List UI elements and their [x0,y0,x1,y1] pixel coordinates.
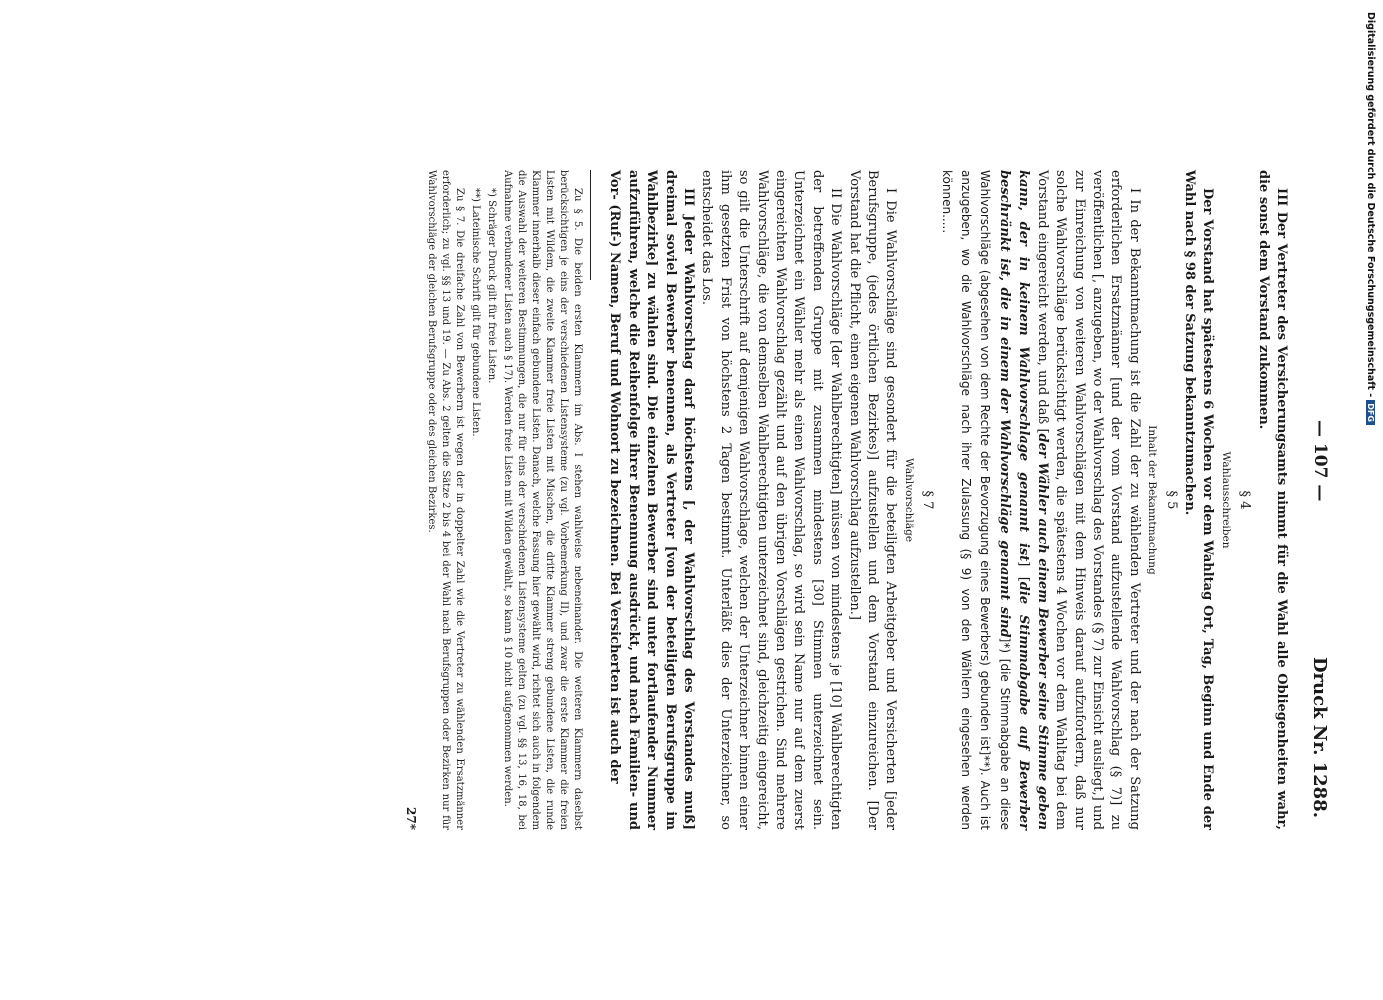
print-number: Druck Nr. 1288. [1309,656,1330,818]
section-5-text-a: I In der Bekanntmachung ist die Zahl der zu wählenden Vertreter und der nach der Satzung erforderlichen Ersatzmänner [und der vom Vorstand aufzustellende Wahlvorschlag (§ 7)] zu veröffentlichen [, anzugeben, wo der Wahlvorschlag des Vorstandes (§ 7) zur Einsicht ausliegt,] und zur Einreichung von weiteren Wahlvorschlägen mit dem Hinweis darauf aufzufordern, daß nur solche Wahlvorschläge berücksichtigt werden, die spätestens 4 Wochen vor dem Wahltag bei dem Vorstand eingereicht werden, und daß [ [1034,170,1142,830]
footnote-s5: Zu § 5. Die beiden ersten Klammern im Abs. I stehen wahlweise nebeneinander. Die weiteren Klammern daselbst berücksichtigen je eins der verschiedenen Listensysteme (zu vgl. Vorbemerkung II), und zwar die erste Klammer die freien Listen mit Wildem, die zweite Klammer freie Listen mit Mischen, die dritte Klammer streng gebundene Listen, die runde Klammer innerhalb dieser einfach gebundene Listen. Danach, welche Fassung hier gewählt wird, richtet sich auch in folgendem die Auswahl der weiteren Bestimmungen, die nur für eins der verschiedenen Listensysteme gelten (zu vgl. §§ 13, 16, 18, bei Aufnahme verbundener Listen auch § 17). Werden freie Listen mit Wilden gewählt, so kann § 10 nicht aufgenommen werden. [501,170,583,830]
page-number: — 107 — [1310,420,1330,502]
intro-paragraph: III Der Vertreter des Versicherungsamts nimmt für die Wahl alle Obliegenheiten wahr, die sonst dem Vorstand zukommen. [1255,170,1289,830]
document-page [175,170,1330,830]
section-5-text-e: ]*) [die Stimmabgabe an diese Wahlvorschläge (abgesehen von dem Rechte der Bevorzugung eines Bewerbers) gebunden ist]**). Auch ist anzugeben, wo die Wahlvorschläge nach ihrer Zulassung (§ 9) von den Wählern eingesehen werden können..... [939,170,1012,831]
section-5-free-lists: der Wähler auch einem Bewerber seine Stimme geben kann, der in keinem Wahlvorschlage genannt ist [1016,170,1050,830]
signature-mark: 27* [403,807,418,830]
digitization-text: Digitalisierung gefördert durch die Deutsche Forschungsgemeinschaft - [1365,12,1376,398]
section-7-title: Wahlvorschläge [902,457,915,543]
section-4-text: Der Vorstand hat spätestens 6 Wochen vor dem Wahltag Ort, Tag, Beginn und Ende der Wahl nach § 98 der Satzung bekanntzumachen. [1181,170,1216,830]
section-5-restricted: die Stimmabgabe auf Bewerber beschränkt ist, die in einem der Wahlvorschläge genannt sind [996,170,1032,831]
section-7-para-3: III Jeder Wahlvorschlag darf höchstens [, der Wahlvorschlag des Vorstandes muß] dreimal soviel Bewerber benennen, als Vertreter [von der beteiligten Berufsgruppe im Wahlbezirke] zu wählen sind. Die einzelnen Bewerber sind unter fortlaufender Nummer aufzuführen, welche die Reihenfolge ihrer Benennung ausdrückt, und nach Familien- und Vor- (Ruf-) Namen, Beruf und Wohnort zu bezeichnen. Bei Versicherten ist auch der [607,170,696,830]
footnote-double-star: **) Lateinische Schrift gilt für gebundene Listen. [469,188,481,437]
footnotes [424,170,584,830]
digitization-note [1360,12,1376,422]
section-5-title: Inhalt der Bekanntmachung [1146,425,1159,575]
section-5-number: § 5 [1163,490,1179,510]
document-body [402,170,1290,830]
section-4-title: Wahlausschreiben [1219,451,1232,549]
section-7-para-1: I Die Wahlvorschläge sind gesondert für die beteiligten Arbeitgeber und Versicherten [jeder Berufsgruppe, (jedes örtlichen Bezirkes)] aufzustellen und dem Vorstand einzureichen. [Der Vorstand hat die Pflicht, einen eigenen Wahlvorschlag aufzustellen.] [846,170,899,830]
section-7-para-2: II Die Wahlvorschläge [der Wahlberechtigten] müssen von mindestens je [10] Wahlberechtigten der betreffenden Gruppe mit zusammen mindestens [30] Stimmen unterzeichnet sein. Unterzeichnet ein Wähler mehr als einen Wahlvorschlag, so wird sein Name nur auf dem zuerst eingereichten Wahlvorschlag gezählt und auf den übrigen Vorschlägen gestrichen. Sind mehrere Wahlvorschläge, die von demselben Wahlberechtigten unterzeichnet sind, gleichzeitig eingereicht, so gilt die Unterschrift auf demjenigen Wahlvorschlage, welchen der Unterzeichner binnen einer ihm gesetzten Frist von höchstens 2 Tagen bestimmt. Unterläßt dies der Unterzeichner, so entscheidet das Los. [699,170,844,830]
section-5-text-c: ] [ [1016,561,1032,582]
dfg-badge: DFG [1366,400,1375,425]
footnote-star: *) Schräger Druck gilt für freie Listen. [485,188,497,384]
footnote-divider [590,170,591,280]
footnote-s7: Zu § 7. Die dreifache Zahl von Bewerbern ist wegen der in doppelter Zahl wie die Vertreter zu wählenden Ersatzmänner erforderlich; zu vgl. §§ 13 und 19. — Zu Abs. 2 gelten die Sätze 2 bis 4 bei der Wahl nach Berufsgruppen oder Bezirken nur für Wahlvorschläge der gleichen Berufsgruppe oder des gleichen Bezirkes. [425,170,465,830]
page-header [1302,170,1330,830]
section-7-number: § 7 [920,490,936,510]
section-4-number: § 4 [1237,490,1253,510]
section-5-text [936,170,1142,830]
